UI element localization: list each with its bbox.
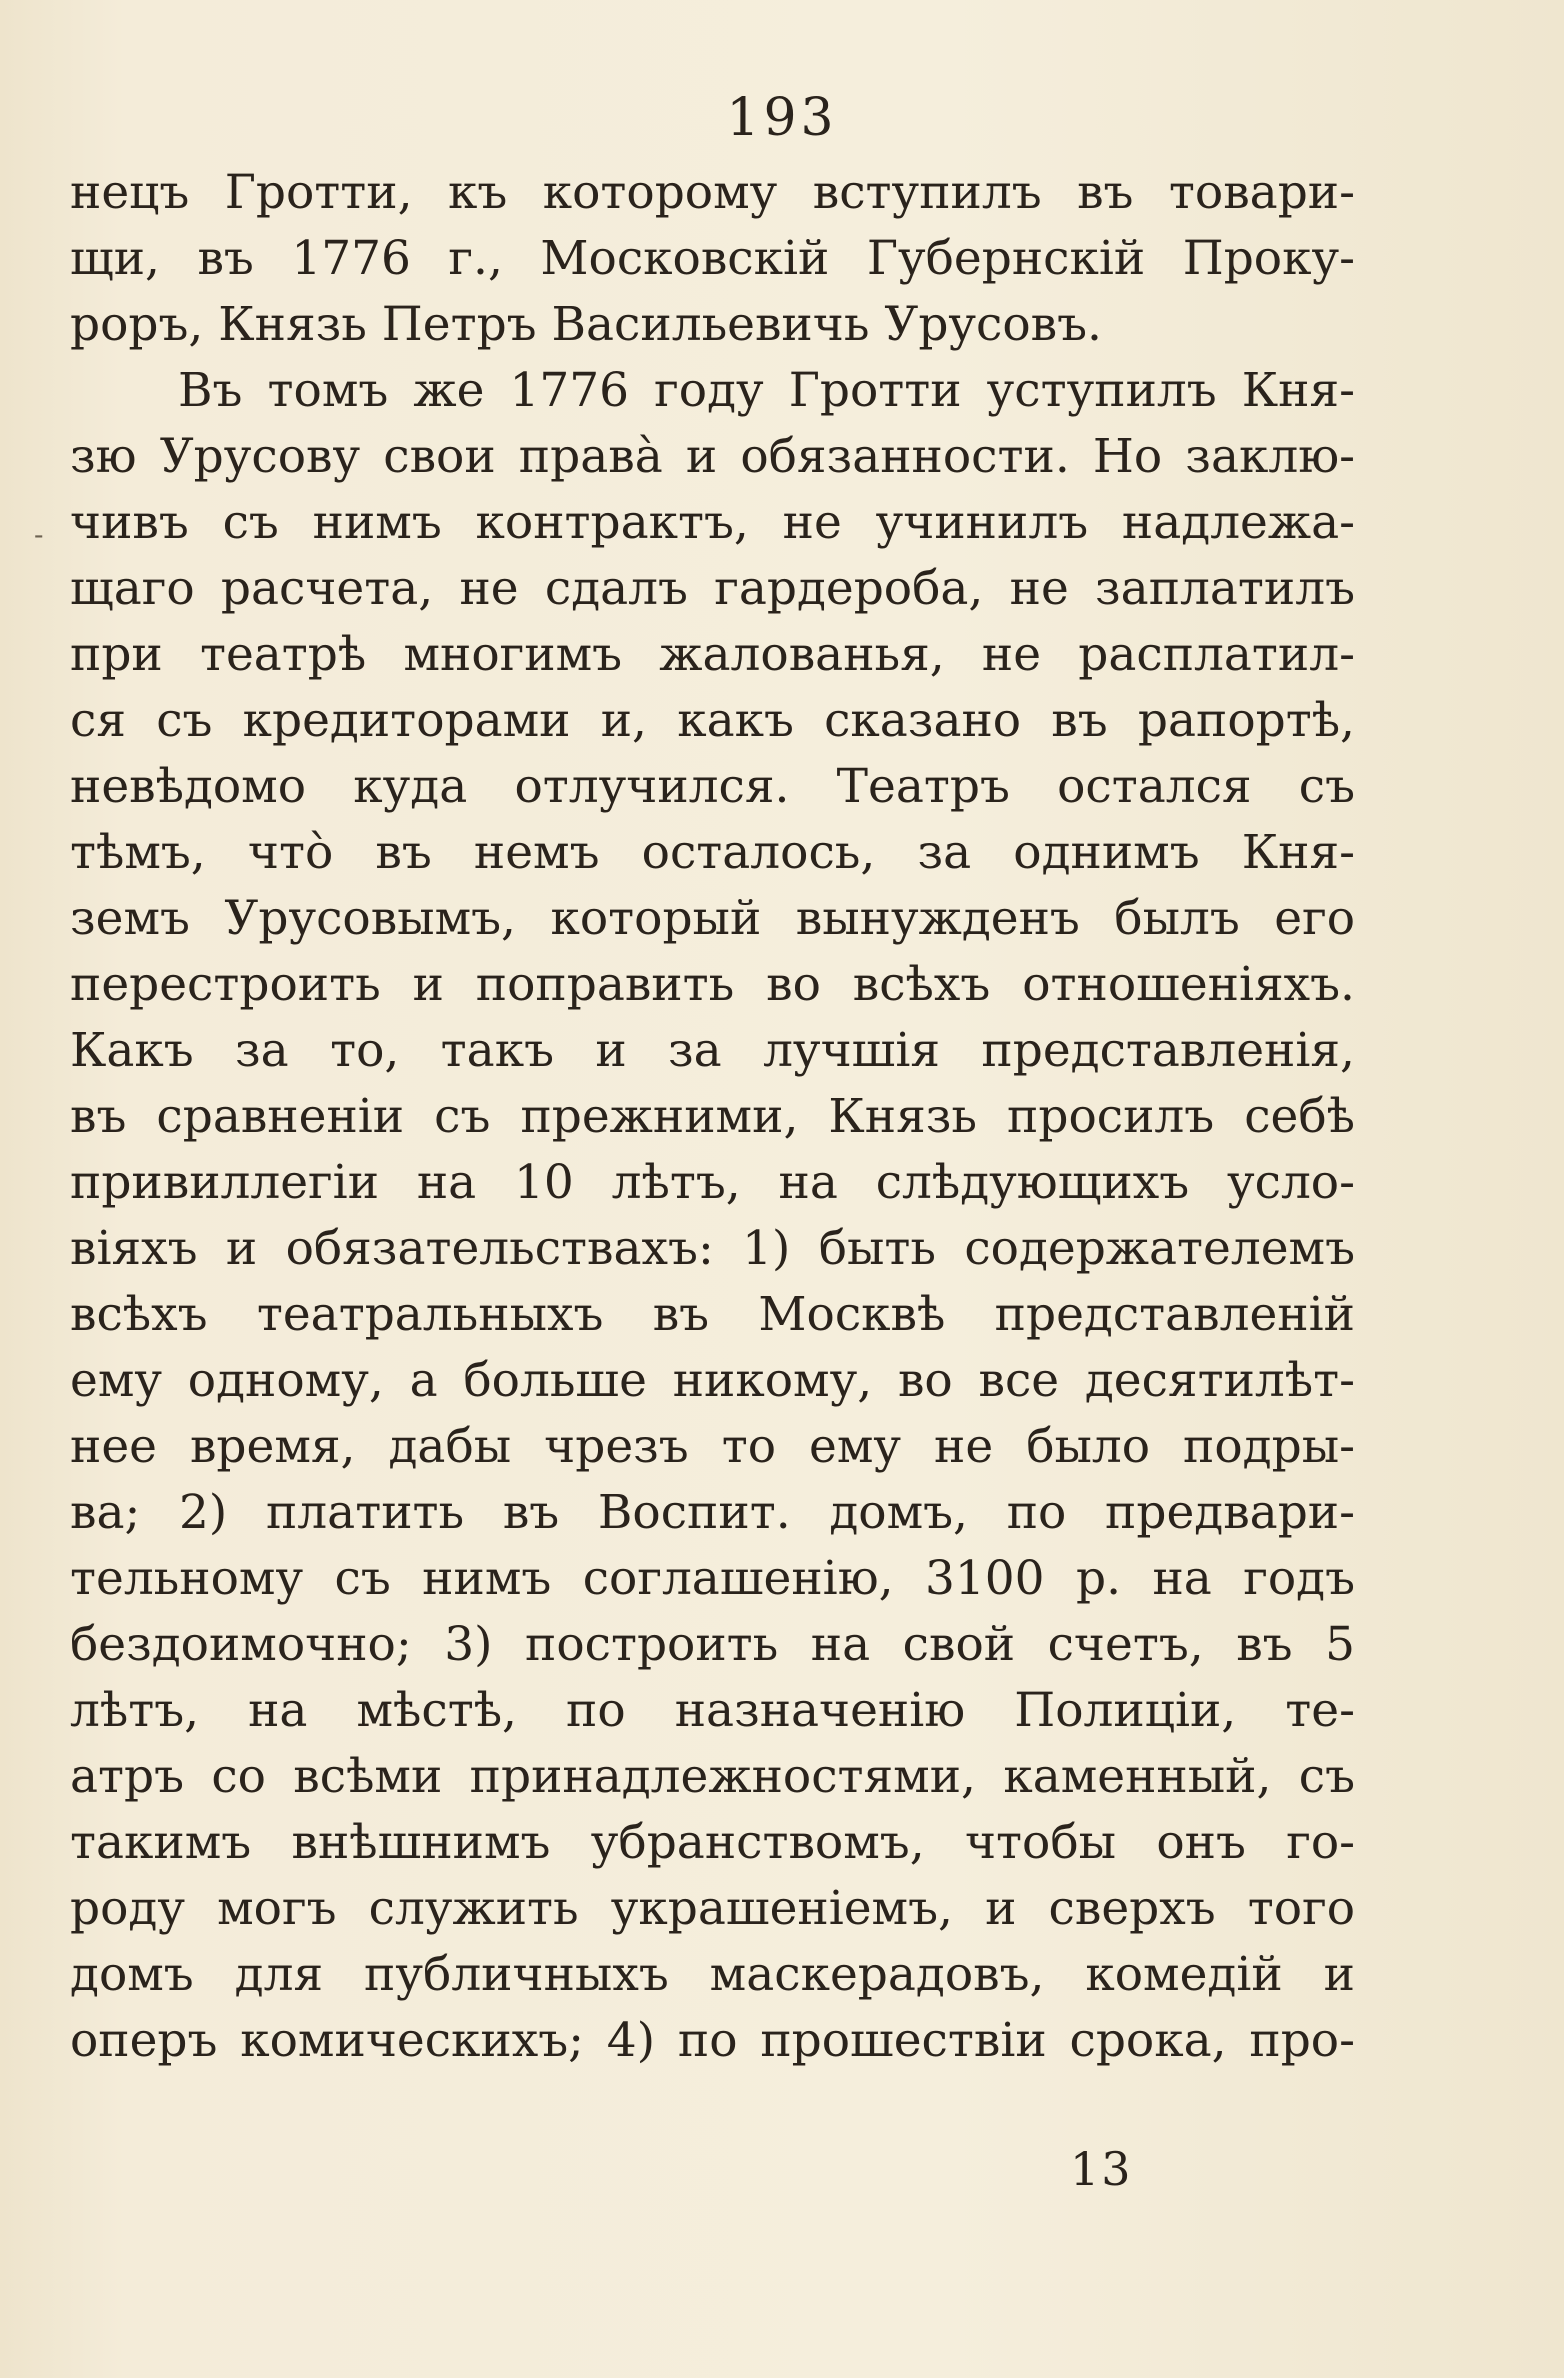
- text-line: земъ Урусовымъ, который вынужденъ былъ его: [70, 891, 1355, 946]
- text-line: щаго расчета, не сдалъ гардероба, не заплатилъ: [70, 561, 1355, 616]
- text-line: перестроить и поправить во всѣхъ отношеніяхъ.: [70, 957, 1355, 1012]
- text-line: тѣмъ, что̀ въ немъ осталось, за однимъ Кня-: [70, 825, 1355, 880]
- text-line: невѣдомо куда отлучился. Театръ остался съ: [70, 759, 1355, 814]
- text-line: Въ томъ же 1776 году Гротти уступилъ Кня-: [178, 363, 1355, 418]
- text-line: Какъ за то, такъ и за лучшія представленія,: [70, 1023, 1355, 1078]
- page-number: 193: [726, 88, 838, 148]
- text-line: лѣтъ, на мѣстѣ, по назначенію Полиціи, те-: [70, 1683, 1355, 1738]
- margin-mark: -: [34, 518, 44, 551]
- signature-mark: 13: [1070, 2142, 1133, 2196]
- text-line: бездоимочно; 3) построить на свой счетъ, въ 5: [70, 1617, 1355, 1672]
- text-line: зю Урусову свои правà и обязанности. Но заклю-: [70, 429, 1355, 484]
- text-line: ся съ кредиторами и, какъ сказано въ рапортѣ,: [70, 693, 1355, 748]
- text-line: такимъ внѣшнимъ убранствомъ, чтобы онъ го-: [70, 1815, 1355, 1870]
- text-line: оперъ комическихъ; 4) по прошествіи срока, про-: [70, 2013, 1355, 2068]
- text-line: въ сравненіи съ прежними, Князь просилъ себѣ: [70, 1089, 1355, 1144]
- text-line: нее время, дабы чрезъ то ему не было подры-: [70, 1419, 1355, 1474]
- text-line: чивъ съ нимъ контрактъ, не учинилъ надлежа-: [70, 495, 1355, 550]
- text-line: ва; 2) платить въ Воспит. домъ, по предвари-: [70, 1485, 1355, 1540]
- text-line: тельному съ нимъ соглашенію, 3100 р. на годъ: [70, 1551, 1355, 1606]
- text-line: домъ для публичныхъ маскерадовъ, комедій и: [70, 1947, 1355, 2002]
- text-line: привиллегіи на 10 лѣтъ, на слѣдующихъ усло-: [70, 1155, 1355, 1210]
- text-line: роръ, Князь Петръ Васильевичь Урусовъ.: [70, 297, 1102, 352]
- text-line: при театрѣ многимъ жалованья, не расплатил-: [70, 627, 1355, 682]
- text-line: віяхъ и обязательствахъ: 1) быть содержателемъ: [70, 1221, 1355, 1276]
- text-line: нецъ Гротти, къ которому вступилъ въ товари-: [70, 165, 1355, 220]
- text-line: ему одному, а больше никому, во все десятилѣт-: [70, 1353, 1355, 1408]
- text-line: щи, въ 1776 г., Московскій Губернскій Проку-: [70, 231, 1355, 286]
- body-text: [70, 160, 1355, 2074]
- text-line: роду могъ служить украшеніемъ, и сверхъ того: [70, 1881, 1355, 1936]
- text-line: атръ со всѣми принадлежностями, каменный, съ: [70, 1749, 1355, 1804]
- text-line: всѣхъ театральныхъ въ Москвѣ представленій: [70, 1287, 1355, 1342]
